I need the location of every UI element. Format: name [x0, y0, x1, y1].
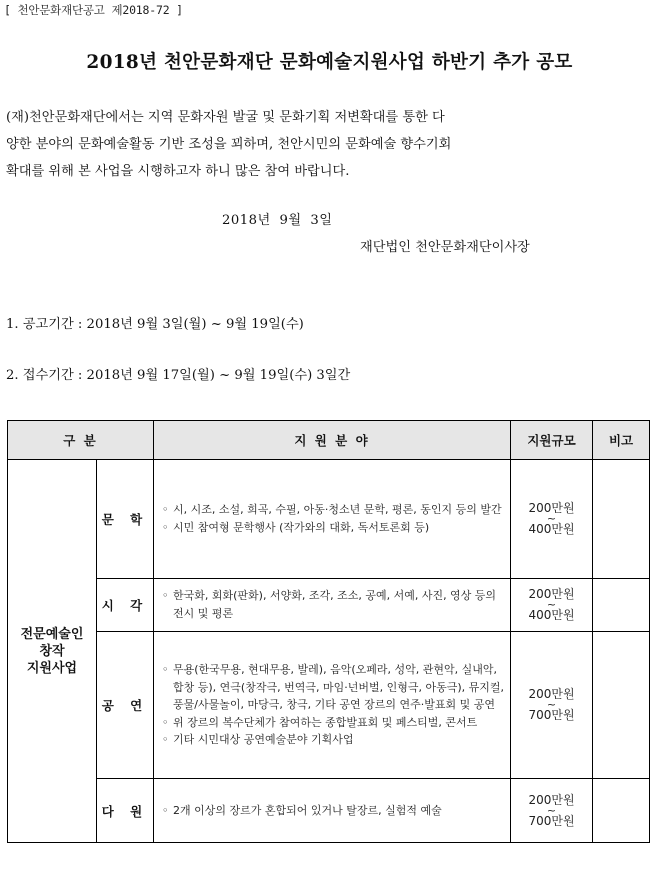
fields-cell — [154, 779, 511, 843]
scale-max: 400만원 — [528, 522, 575, 536]
sub-category-literature: 문 학 — [97, 460, 154, 579]
support-table — [7, 420, 650, 843]
scale-min: 200만원 — [528, 587, 575, 601]
field-item — [162, 661, 504, 714]
main-category-line: 창작 — [39, 643, 65, 659]
main-category-line: 지원사업 — [26, 660, 78, 676]
table-header-row — [8, 421, 650, 460]
scale-max: 700만원 — [528, 813, 575, 828]
scale-tilde: ~ — [546, 512, 557, 525]
sub-category-visual: 시 각 — [97, 579, 154, 632]
note-cell — [593, 460, 650, 579]
intro-line: 양한 분야의 문화예술활동 기반 조성을 꾀하며, 천안시민의 문화예술 향수기회 — [6, 137, 452, 152]
bullet-icon: ◦ — [162, 803, 169, 817]
table-row — [8, 460, 650, 579]
bullet-icon: ◦ — [162, 503, 169, 517]
sub-category-performance: 공 연 — [97, 632, 154, 779]
bullet-icon: ◦ — [162, 521, 169, 534]
field-item-text: 한국화, 회화(판화), 서양화, 조각, 조소, 공예, 서예, 사진, 영상 등의 전시 및 평론 — [173, 589, 497, 620]
fields-cell — [154, 579, 511, 632]
document-title: 2018년 천안문화재단 문화예술지원사업 하반기 추가 공모 — [86, 52, 573, 73]
bullet-icon: ◦ — [162, 663, 169, 677]
field-item-text: 시민 참여형 문학행사 (작가와의 대화, 독서토론회 등) — [173, 521, 430, 534]
field-item-text: 2개 이상의 장르가 혼합되어 있거나 탈장르, 실험적 예술 — [173, 803, 442, 817]
note-cell — [593, 632, 650, 779]
scale-min: 200만원 — [528, 687, 575, 701]
issuer-signature-line: 재단법인 천안문화재단이사장 — [360, 240, 530, 255]
scale-cell — [511, 579, 593, 632]
main-category-line: 전문예술인 — [20, 626, 84, 642]
scale-cell — [511, 460, 593, 579]
header-note: 비고 — [593, 421, 650, 460]
field-item-text: 무용(한국무용, 현대무용, 발레), 음악(오페라, 성악, 관현악, 실내악, 합창 등), 연극(창작극, 번역극, 마임·넌버벌, 인형극, 아동극), 뮤지컬, 풍물/사물놀이, 마당극, 창극, 기타 공연 장르의 연주·발표회 및 공연 — [173, 663, 504, 712]
header-fields: 지 원 분 야 — [154, 421, 511, 460]
field-item — [162, 731, 504, 749]
intro-line: 확대를 위해 본 사업을 시행하고자 하니 많은 참여 바랍니다. — [6, 164, 350, 179]
field-item-text: 위 장르의 복수단체가 참여하는 종합발표회 및 페스티벌, 콘서트 — [173, 715, 478, 729]
scale-min: 200만원 — [528, 501, 575, 515]
scale-cell — [511, 632, 593, 779]
intro-line: (재)천안문화재단에서는 지역 문화자원 발굴 및 문화기획 저변확대를 통한 다 — [6, 110, 445, 125]
table-row — [8, 632, 650, 779]
field-item — [162, 519, 504, 537]
bullet-icon: ◦ — [162, 715, 169, 729]
field-item-text: 기타 시민대상 공연예술분야 기획사업 — [173, 733, 354, 747]
field-item — [162, 501, 504, 519]
field-item — [162, 714, 504, 732]
fields-cell — [154, 460, 511, 579]
issue-date: 2018년 9월 3일 — [222, 213, 333, 228]
header-category: 구 분 — [8, 421, 154, 460]
sub-category-multidisciplinary: 다 원 — [97, 779, 154, 843]
notice-number: [ 천안문화재단공고 제2018-72 ] — [4, 3, 183, 17]
notice-period: 1. 공고기간 : 2018년 9월 3일(월) ~ 9월 19일(수) — [6, 317, 304, 332]
scale-min: 200만원 — [528, 792, 575, 807]
note-cell — [593, 579, 650, 632]
header-scale: 지원규모 — [511, 421, 593, 460]
scale-tilde: ~ — [546, 803, 557, 817]
scale-tilde: ~ — [546, 698, 557, 711]
scale-tilde: ~ — [546, 598, 557, 611]
table-row — [8, 779, 650, 843]
field-item-text: 시, 시조, 소설, 희곡, 수필, 아동·청소년 문학, 평론, 동인지 등의 발간 — [173, 503, 502, 517]
field-item — [162, 802, 504, 820]
reception-period: 2. 접수기간 : 2018년 9월 17일(월) ~ 9월 19일(수) 3일간 — [6, 368, 351, 383]
scale-cell — [511, 779, 593, 843]
intro-paragraph — [6, 104, 654, 185]
note-cell — [593, 779, 650, 843]
bullet-icon: ◦ — [162, 589, 169, 603]
table-row — [8, 579, 650, 632]
scale-max: 400만원 — [528, 608, 575, 622]
field-item — [162, 587, 504, 622]
bullet-icon: ◦ — [162, 733, 169, 747]
fields-cell — [154, 632, 511, 779]
scale-max: 700만원 — [528, 708, 575, 722]
main-category-cell — [8, 460, 97, 843]
